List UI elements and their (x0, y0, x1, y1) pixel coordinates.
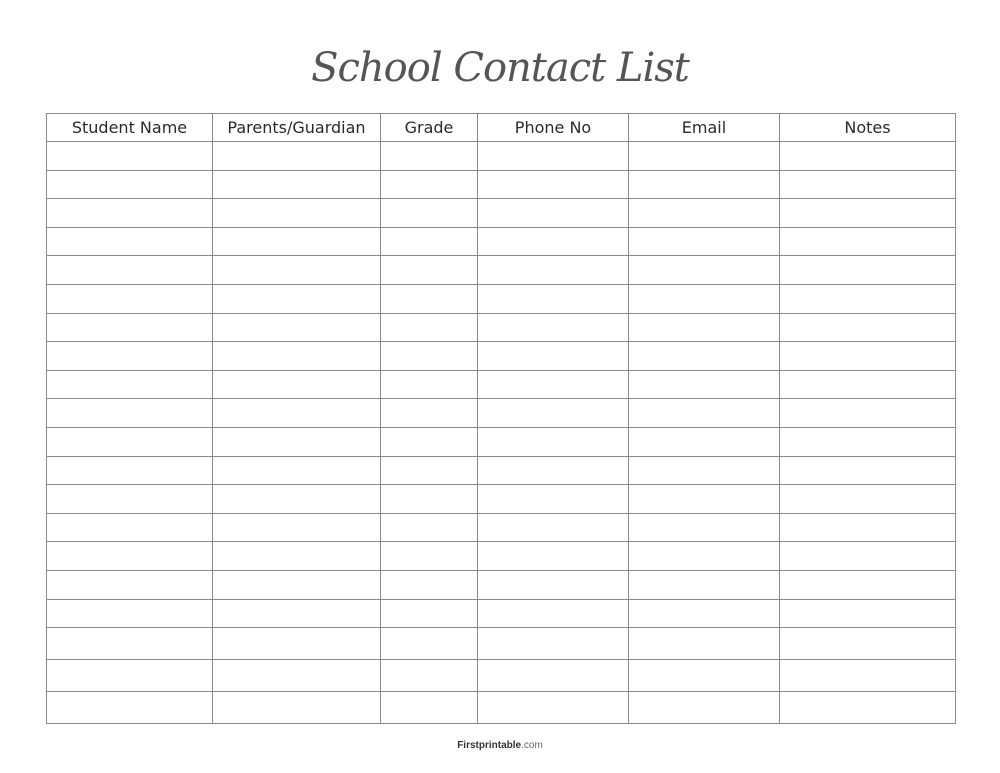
table-cell[interactable] (47, 513, 213, 542)
table-cell[interactable] (381, 513, 478, 542)
table-cell[interactable] (629, 570, 780, 599)
table-cell[interactable] (213, 628, 381, 660)
table-body (47, 142, 956, 724)
table-cell[interactable] (629, 456, 780, 485)
table-cell[interactable] (213, 692, 381, 724)
table-cell[interactable] (629, 142, 780, 171)
page-title: School Contact List (311, 45, 689, 91)
table-cell[interactable] (381, 485, 478, 514)
table-cell[interactable] (213, 399, 381, 428)
table-row (47, 542, 956, 571)
table-cell[interactable] (478, 570, 629, 599)
table-cell[interactable] (629, 628, 780, 660)
table-cell[interactable] (47, 660, 213, 692)
table-cell[interactable] (780, 456, 956, 485)
table-cell[interactable] (780, 142, 956, 171)
table-cell[interactable] (780, 485, 956, 514)
table-cell[interactable] (213, 370, 381, 399)
table-cell[interactable] (213, 313, 381, 342)
table-cell[interactable] (629, 227, 780, 256)
table-cell[interactable] (381, 342, 478, 371)
table-cell[interactable] (213, 542, 381, 571)
table-cell[interactable] (478, 628, 629, 660)
table-cell[interactable] (381, 427, 478, 456)
footer-brand-name: Firstprintable (457, 740, 522, 751)
table-cell[interactable] (780, 370, 956, 399)
table-cell[interactable] (381, 542, 478, 571)
table-cell[interactable] (478, 692, 629, 724)
table-cell[interactable] (47, 570, 213, 599)
table-row (47, 570, 956, 599)
contact-table (46, 113, 956, 724)
table-cell[interactable] (381, 313, 478, 342)
table-cell[interactable] (780, 313, 956, 342)
table-cell[interactable] (47, 199, 213, 228)
table-cell[interactable] (478, 399, 629, 428)
table-cell[interactable] (381, 599, 478, 628)
table-cell[interactable] (780, 427, 956, 456)
table-row (47, 628, 956, 660)
table-cell[interactable] (629, 170, 780, 199)
table-cell[interactable] (478, 284, 629, 313)
header-row (47, 114, 956, 142)
table-cell[interactable] (213, 427, 381, 456)
table-cell[interactable] (629, 313, 780, 342)
table-cell[interactable] (478, 485, 629, 514)
table-row (47, 692, 956, 724)
footer-brand-tld: .com (521, 740, 543, 751)
column-header-email: Email (629, 114, 780, 142)
table-cell[interactable] (780, 342, 956, 371)
table-cell[interactable] (478, 342, 629, 371)
table-cell[interactable] (47, 284, 213, 313)
table-cell[interactable] (47, 599, 213, 628)
table-cell[interactable] (629, 284, 780, 313)
table-cell[interactable] (47, 485, 213, 514)
table-cell[interactable] (478, 199, 629, 228)
table-cell[interactable] (381, 692, 478, 724)
table-cell[interactable] (478, 513, 629, 542)
table-cell[interactable] (780, 692, 956, 724)
table-cell[interactable] (780, 256, 956, 285)
table-cell[interactable] (478, 227, 629, 256)
table-cell[interactable] (381, 170, 478, 199)
table-cell[interactable] (629, 599, 780, 628)
table-cell[interactable] (381, 256, 478, 285)
table-cell[interactable] (47, 399, 213, 428)
table-cell[interactable] (381, 142, 478, 171)
table-cell[interactable] (213, 284, 381, 313)
table-cell[interactable] (780, 284, 956, 313)
table-cell[interactable] (47, 170, 213, 199)
table-row (47, 599, 956, 628)
table-cell[interactable] (780, 599, 956, 628)
table-cell[interactable] (478, 256, 629, 285)
table-row (47, 256, 956, 285)
table-row (47, 370, 956, 399)
table-cell[interactable] (213, 485, 381, 514)
table-cell[interactable] (47, 427, 213, 456)
table-cell[interactable] (47, 342, 213, 371)
table-cell[interactable] (381, 660, 478, 692)
table-cell[interactable] (47, 456, 213, 485)
table-row (47, 399, 956, 428)
table-cell[interactable] (478, 599, 629, 628)
table-cell[interactable] (780, 513, 956, 542)
table-cell[interactable] (478, 313, 629, 342)
table-cell[interactable] (629, 692, 780, 724)
table-cell[interactable] (629, 342, 780, 371)
table-cell[interactable] (629, 256, 780, 285)
table-cell[interactable] (47, 256, 213, 285)
table-row (47, 342, 956, 371)
table-row (47, 660, 956, 692)
table-cell[interactable] (629, 427, 780, 456)
table-cell[interactable] (780, 227, 956, 256)
table-cell[interactable] (478, 142, 629, 171)
table-cell[interactable] (47, 142, 213, 171)
table-cell[interactable] (629, 370, 780, 399)
table-cell[interactable] (213, 599, 381, 628)
table-cell[interactable] (213, 199, 381, 228)
table-cell[interactable] (629, 399, 780, 428)
table-cell[interactable] (381, 284, 478, 313)
table-cell[interactable] (47, 370, 213, 399)
table-cell[interactable] (47, 692, 213, 724)
table-cell[interactable] (780, 199, 956, 228)
column-header-parents-guardian: Parents/Guardian (213, 114, 381, 142)
table-row (47, 427, 956, 456)
table-cell[interactable] (478, 542, 629, 571)
table-cell[interactable] (478, 660, 629, 692)
table-cell[interactable] (381, 370, 478, 399)
table-row (47, 199, 956, 228)
column-header-notes: Notes (780, 114, 956, 142)
table-cell[interactable] (629, 199, 780, 228)
table-row (47, 227, 956, 256)
column-header-phone-no: Phone No (478, 114, 629, 142)
table-cell[interactable] (213, 142, 381, 171)
table-row (47, 456, 956, 485)
table-cell[interactable] (213, 227, 381, 256)
table-cell[interactable] (780, 660, 956, 692)
table-row (47, 513, 956, 542)
table-cell[interactable] (381, 570, 478, 599)
table-cell[interactable] (780, 628, 956, 660)
table-cell[interactable] (780, 170, 956, 199)
table-cell[interactable] (381, 628, 478, 660)
table-cell[interactable] (381, 199, 478, 228)
table-cell[interactable] (629, 513, 780, 542)
table-cell[interactable] (213, 660, 381, 692)
table-row (47, 170, 956, 199)
table-cell[interactable] (478, 170, 629, 199)
table-cell[interactable] (629, 485, 780, 514)
table-cell[interactable] (47, 227, 213, 256)
table-cell[interactable] (47, 542, 213, 571)
table-cell[interactable] (213, 570, 381, 599)
column-header-student-name: Student Name (47, 114, 213, 142)
table-cell[interactable] (629, 660, 780, 692)
table-cell[interactable] (213, 456, 381, 485)
table-row (47, 485, 956, 514)
table-cell[interactable] (381, 399, 478, 428)
table-cell[interactable] (478, 456, 629, 485)
column-header-grade: Grade (381, 114, 478, 142)
table-cell[interactable] (780, 399, 956, 428)
table-cell[interactable] (213, 256, 381, 285)
table-cell[interactable] (780, 542, 956, 571)
table-cell[interactable] (213, 342, 381, 371)
table-row (47, 284, 956, 313)
table-cell[interactable] (381, 456, 478, 485)
table-cell[interactable] (478, 427, 629, 456)
table-cell[interactable] (47, 313, 213, 342)
footer-brand (0, 740, 1000, 751)
table-cell[interactable] (381, 227, 478, 256)
table-row (47, 142, 956, 171)
table-cell[interactable] (478, 370, 629, 399)
table-cell[interactable] (780, 570, 956, 599)
table-cell[interactable] (213, 513, 381, 542)
table-cell[interactable] (629, 542, 780, 571)
table-cell[interactable] (47, 628, 213, 660)
table-cell[interactable] (213, 170, 381, 199)
table-row (47, 313, 956, 342)
